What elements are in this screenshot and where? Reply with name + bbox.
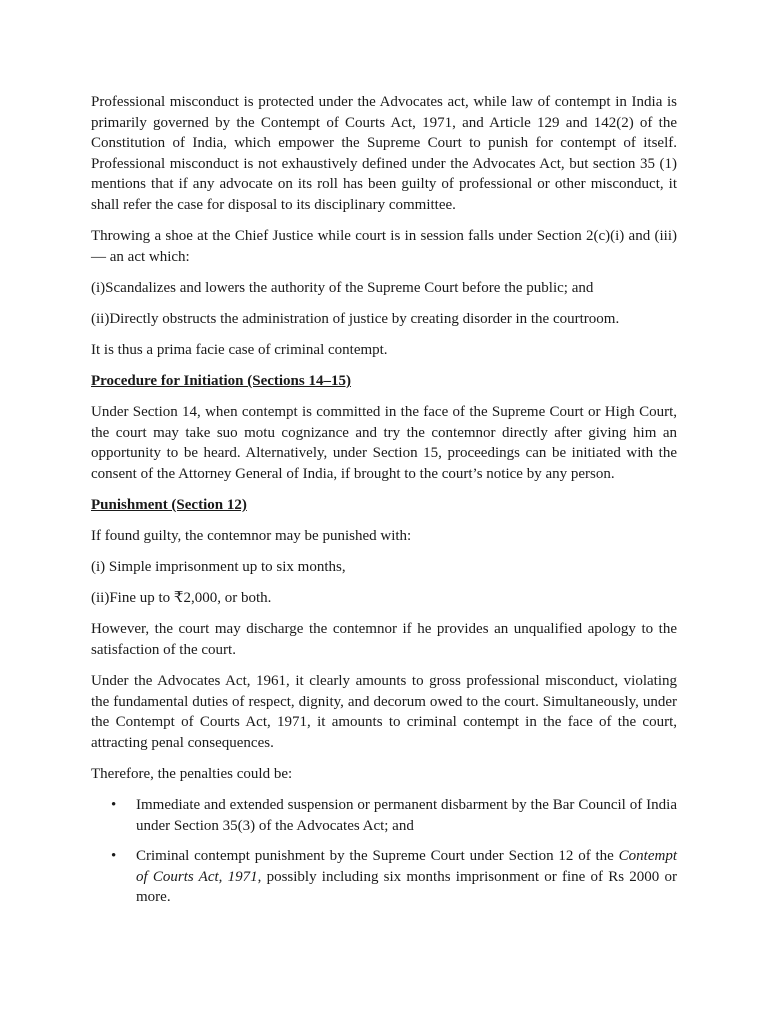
bullet-marker: •: [111, 848, 117, 865]
bullet-marker: •: [111, 797, 117, 814]
list-item: [91, 846, 677, 908]
paragraph-clause-ii: (ii)Directly obstructs the administration of justice by creating disorder in the courtroom.: [91, 310, 620, 327]
paragraph-advocates-act: Professional misconduct is protected under the Advocates act, while law of contempt in India is primarily governed by the Contempt of Courts Act, 1971, and Article 129 and 142(2) of the Constitution of India, which empower the Supreme Court to punish for contempt of itself. Professional misconduct is not exhaustively defined under the Advocates Act, but section 35 (1) mentions that if any advocate on its roll has been guilty of professional or other misconduct, it shall refer the case for disposal to its disciplinary committee.: [91, 94, 677, 213]
paragraph-shoe-incident: Throwing a shoe at the Chief Justice while court is in session falls under Section 2(c)(i) and (iii) — an act which:: [91, 228, 677, 265]
paragraph-imprisonment: (i) Simple imprisonment up to six months,: [91, 559, 346, 576]
list-item-text-end: , possibly including six months imprisonment or fine of Rs 2000 or more.: [136, 868, 678, 906]
paragraph-prima-facie: It is thus a prima facie case of criminal contempt.: [91, 341, 388, 358]
list-item-text-start: Criminal contempt punishment by the Supreme Court under Section 12 of the: [136, 848, 619, 865]
document-page: [91, 92, 677, 918]
paragraph-if-found-guilty: If found guilty, the contemnor may be punished with:: [91, 528, 412, 545]
heading-procedure: Procedure for Initiation (Sections 14–15): [91, 373, 351, 390]
paragraph-clause-i: (i)Scandalizes and lowers the authority of the Supreme Court before the public; and: [91, 279, 594, 296]
paragraph-fine: (ii)Fine up to ₹2,000, or both.: [91, 590, 272, 607]
act-title-italic: Contempt of Courts Act, 1971: [136, 848, 677, 885]
penalties-list: [91, 795, 677, 908]
heading-punishment: Punishment (Section 12): [91, 497, 247, 513]
paragraph-discharge: However, the court may discharge the contemnor if he provides an unqualified apology to the satisfaction of the court.: [91, 621, 677, 658]
list-item: [91, 795, 677, 836]
paragraph-penalties-intro: Therefore, the penalties could be:: [91, 765, 293, 782]
paragraph-procedure: Under Section 14, when contempt is committed in the face of the Supreme Court or High Court, the court may take suo motu cognizance and try the contemnor directly after giving him an opportunity to be heard. Alternatively, under Section 15, proceedings can be initiated with the consent of the Attorney General of India, if brought to the court’s notice by any person.: [91, 404, 677, 482]
paragraph-advocates-act-1961: Under the Advocates Act, 1961, it clearly amounts to gross professional misconduct, violating the fundamental duties of respect, dignity, and decorum owed to the court. Simultaneously, under the Contempt of Courts Act, 1971, it amounts to criminal contempt in the face of the court, attracting penal consequences.: [91, 673, 677, 751]
list-item-text: Immediate and extended suspension or permanent disbarment by the Bar Council of India under Section 35(3) of the Advocates Act; and: [136, 797, 677, 834]
